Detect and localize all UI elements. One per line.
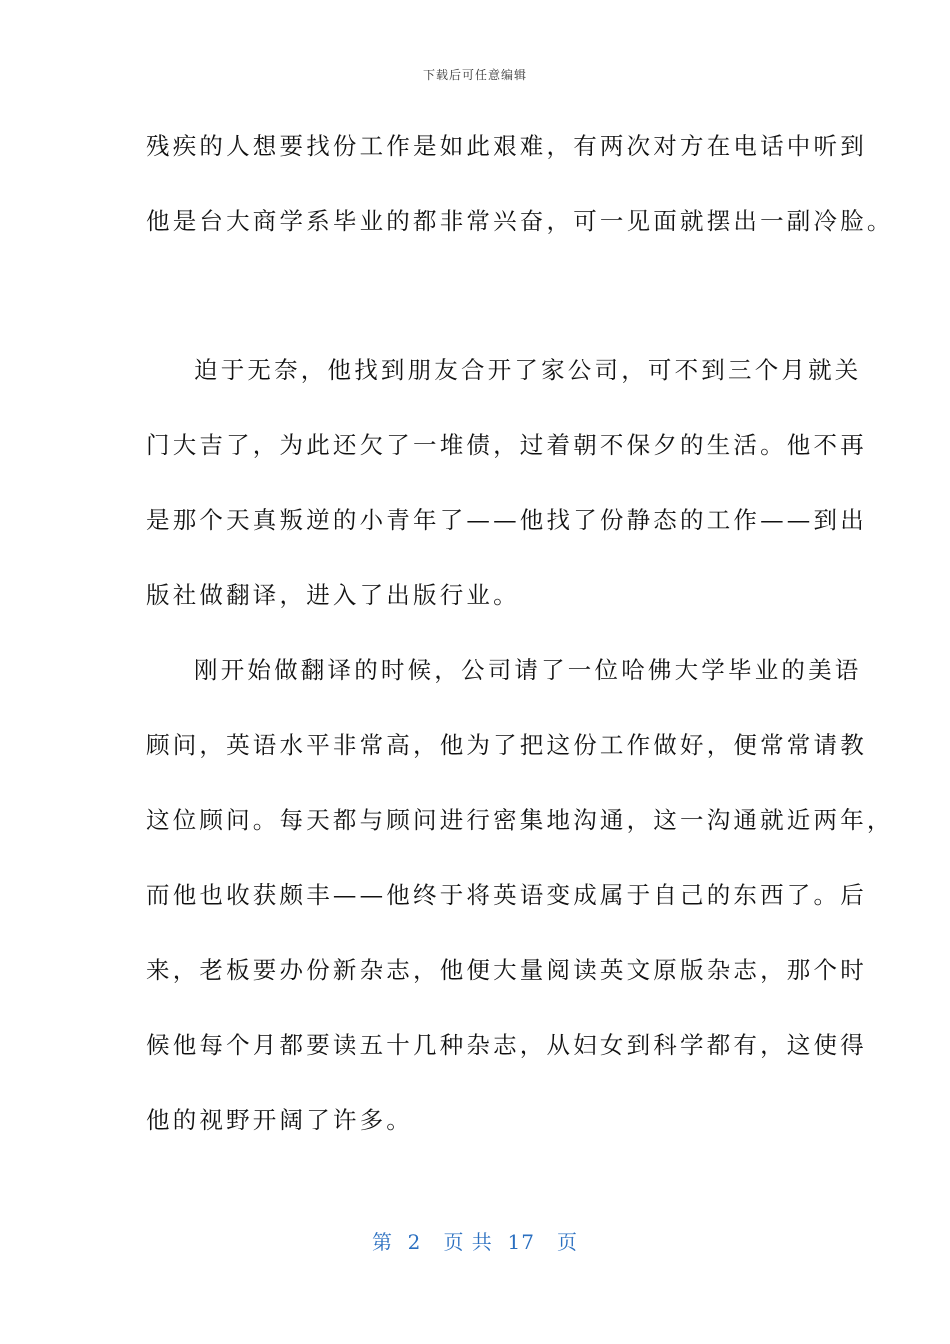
text-line: 这位顾问。每天都与顾问进行密集地沟通，这一沟通就近两年， (146, 806, 894, 834)
text-line: 顾问，英语水平非常高，他为了把这份工作做好，便常常请教 (146, 731, 867, 759)
text-line: 残疾的人想要找份工作是如此艰难，有两次对方在电话中听到 (146, 132, 867, 160)
text-line: 而他也收获颇丰——他终于将英语变成属于自己的东西了。后 (146, 881, 867, 909)
text-line: 门大吉了，为此还欠了一堆债，过着朝不保夕的生活。他不再 (146, 431, 867, 459)
text-line: 他是台大商学系毕业的都非常兴奋，可一见面就摆出一副冷脸。 (146, 207, 894, 235)
header-note: 下载后可任意编辑 (422, 68, 527, 82)
page-number: 第 2 页 共 17 页 (371, 1230, 579, 1254)
text-line: 迫于无奈，他找到朋友合开了家公司，可不到三个月就关 (194, 356, 862, 384)
text-line: 来，老板要办份新杂志，他便大量阅读英文原版杂志，那个时 (146, 956, 867, 984)
text-line: 版社做翻译，进入了出版行业。 (146, 581, 520, 609)
text-line: 候他每个月都要读五十几种杂志，从妇女到科学都有，这使得 (146, 1031, 867, 1059)
text-line: 是那个天真叛逆的小青年了——他找了份静态的工作——到出 (146, 506, 867, 534)
text-line: 刚开始做翻译的时候，公司请了一位哈佛大学毕业的美语 (194, 656, 862, 684)
text-line: 他的视野开阔了许多。 (146, 1106, 413, 1134)
